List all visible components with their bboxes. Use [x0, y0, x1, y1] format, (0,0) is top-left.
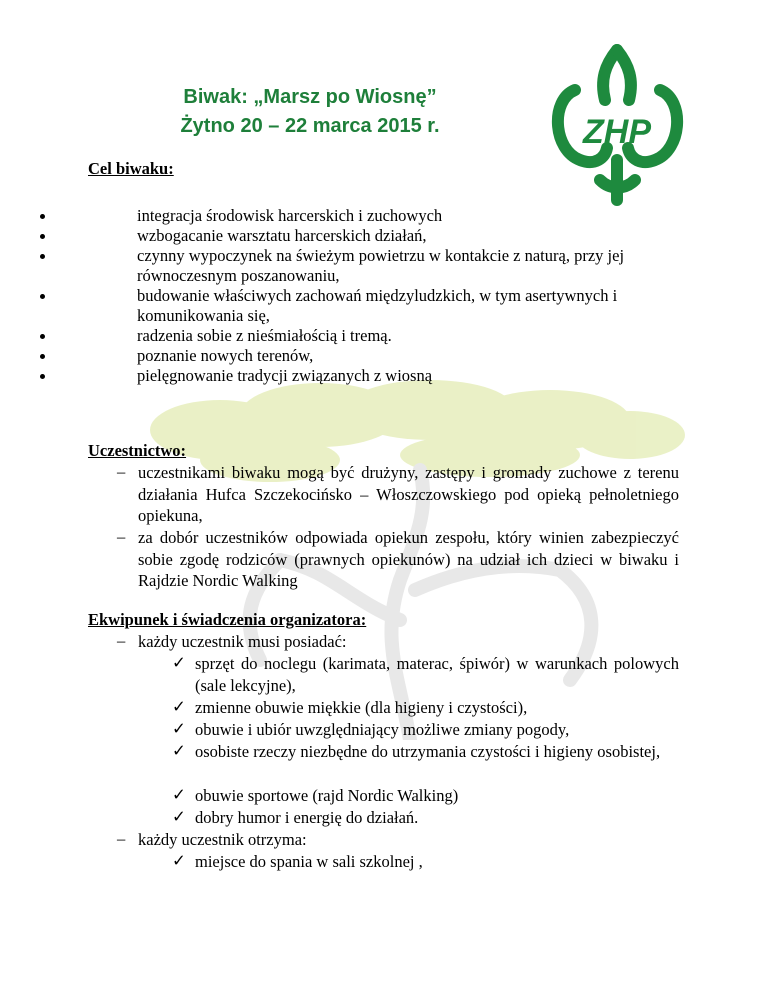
- checkmark-icon: ✓: [172, 697, 186, 716]
- goal-item: czynny wypoczynek na świeżym powietrzu w kontakcie z naturą, przy jej: [40, 246, 680, 266]
- receives-intro: każdy uczestnik otrzyma:: [138, 830, 307, 849]
- receives-item: miejsce do spania w sali szkolnej ,: [195, 852, 423, 871]
- must-have-item: obuwie i ubiór uwzględniający możliwe zmiany pogody,: [195, 720, 570, 739]
- bullet-icon: [40, 294, 45, 299]
- checkmark-icon: ✓: [172, 851, 186, 870]
- bullet-icon: [40, 334, 45, 339]
- bullet-icon: [40, 374, 45, 379]
- must-have-item: dobry humor i energię do działań.: [195, 808, 419, 827]
- goals-list: [40, 206, 680, 386]
- goal-item: pielęgnowanie tradycji związanych z wiosną: [40, 366, 680, 386]
- dash-icon: –: [117, 829, 126, 848]
- zhp-logo: [545, 40, 690, 210]
- must-have-intro: każdy uczestnik musi posiadać:: [138, 632, 347, 651]
- equipment-heading: Ekwipunek i świadczenia organizatora:: [88, 610, 367, 629]
- checkmark-icon: ✓: [172, 741, 186, 760]
- participation-heading: Uczestnictwo:: [88, 441, 187, 460]
- bullet-icon: [40, 214, 45, 219]
- participation-item: za dobór uczestników odpowiada opiekun zespołu, który winien zabezpieczyć sobie zgodę rodziców (prawnych opiekunów) na udział ich dzieci w biwaku i Rajdzie Nordic Walking: [138, 528, 679, 590]
- must-have-item: sprzęt do noclegu (karimata, materac, śpiwór) w warunkach polowych (sale lekcyjne),: [195, 654, 679, 695]
- bullet-icon: [40, 234, 45, 239]
- dash-icon: –: [117, 631, 126, 650]
- logo-text: ZHP: [583, 113, 651, 151]
- checkmark-icon: ✓: [172, 807, 186, 826]
- goal-item: radzenia sobie z nieśmiałością i tremą.: [40, 326, 680, 346]
- goal-heading: Cel biwaku:: [88, 159, 174, 178]
- title-line-2: Żytno 20 – 22 marca 2015 r.: [180, 115, 440, 137]
- must-have-item: obuwie sportowe (rajd Nordic Walking): [195, 786, 459, 805]
- goal-item: poznanie nowych terenów,: [40, 346, 680, 366]
- must-have-item: zmienne obuwie miękkie (dla higieny i czystości),: [195, 698, 528, 717]
- checkmark-icon: ✓: [172, 785, 186, 804]
- goal-item-continuation: równoczesnym poszanowaniu,: [137, 266, 340, 285]
- goal-item: wzbogacanie warsztatu harcerskich działań,: [40, 226, 680, 246]
- checkmark-icon: ✓: [172, 719, 186, 738]
- dash-icon: –: [117, 527, 126, 546]
- goal-item-continuation: komunikowania się,: [137, 306, 270, 325]
- title-line-1: Biwak: „Marsz po Wiosnę”: [183, 86, 437, 108]
- must-have-item: osobiste rzeczy niezbędne do utrzymania czystości i higieny osobistej,: [195, 742, 661, 761]
- dash-icon: –: [117, 462, 126, 481]
- bullet-icon: [40, 354, 45, 359]
- goal-item: integracja środowisk harcerskich i zuchowych: [40, 206, 680, 226]
- bullet-icon: [40, 254, 45, 259]
- goal-item: budowanie właściwych zachowań międzyludzkich, w tym asertywnych i: [40, 286, 680, 306]
- participation-item: uczestnikami biwaku mogą być drużyny, zastępy i gromady zuchowe z terenu działania Hufca Szczekocińsko – Włoszczowskiego pod opieką pełnoletniego opiekuna,: [138, 463, 679, 525]
- checkmark-icon: ✓: [172, 653, 186, 672]
